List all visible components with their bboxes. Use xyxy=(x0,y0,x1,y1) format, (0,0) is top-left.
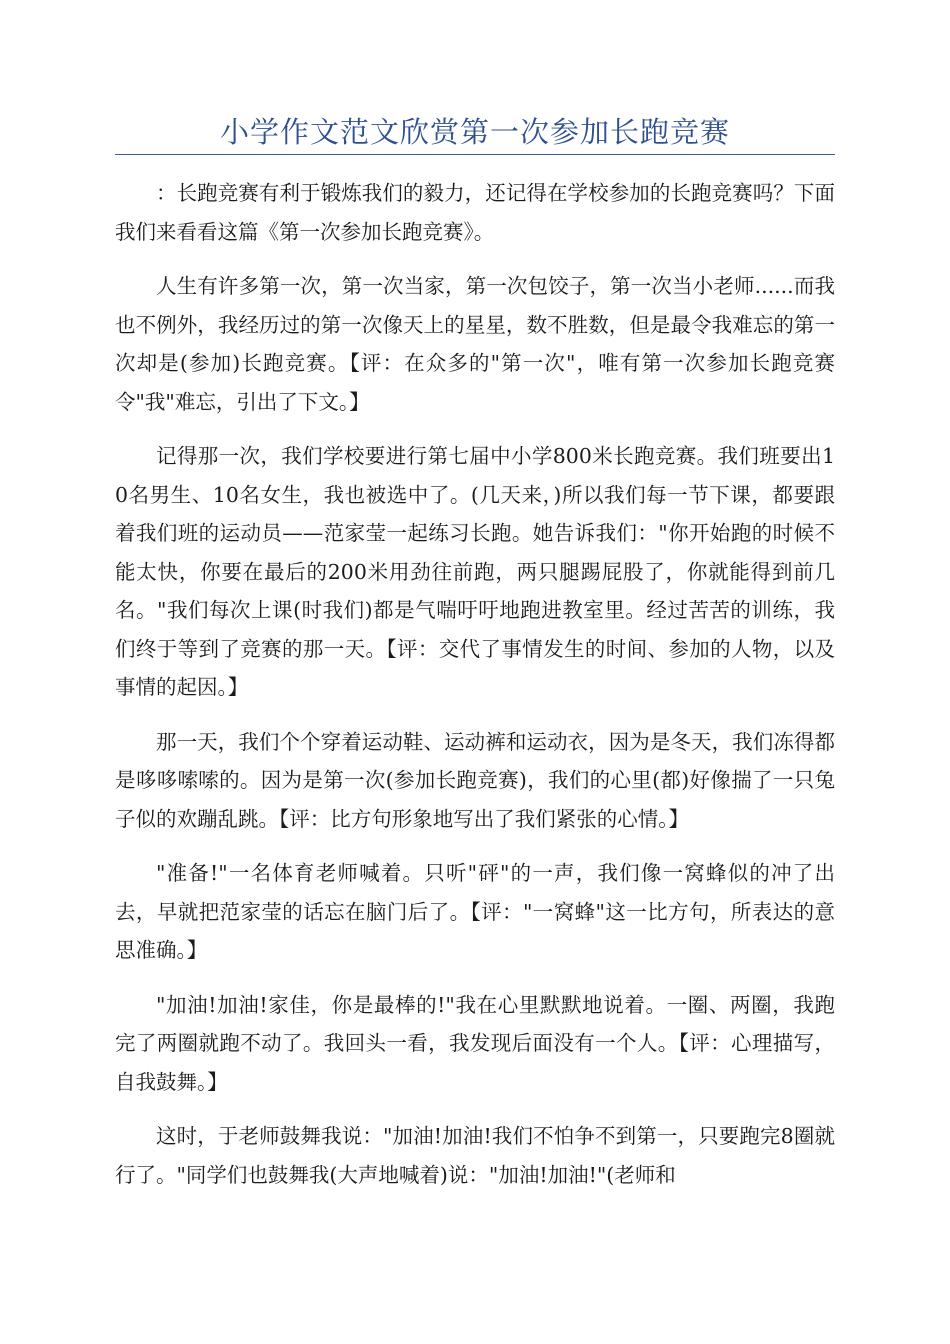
body-paragraph-4: "准备!"一名体育老师喊着。只听"砰"的一声，我们像一窝蜂似的冲了出去，早就把范家莹的话忘在脑门后了。【评："一窝蜂"这一比方句，所表达的意思准确。】 xyxy=(115,861,835,962)
body-paragraph-5: "加油!加油!家佳，你是最棒的!"我在心里默默地说着。一圈、两圈，我跑完了两圈就跑不动了。我回头一看，我发现后面没有一个人。【评：心理描写，自我鼓舞。】 xyxy=(115,992,835,1094)
body-paragraph-2: 记得那一次，我们学校要进行第七届中小学800米长跑竞赛。我们班要出10名男生、10名女生，我也被选中了。(几天来，)所以我们每一节下课，都要跟着我们班的运动员——范家莹一起练习长跑。她告诉我们："你开始跑的时候不能太快，你要在最后的200米用劲往前跑，两只腿踢屁股了，你就能得到前几名。"我们每次上课(时我们)都是气喘吁吁地跑进教室里。经过苦苦的训练，我们终于等到了竞赛的那一天。【评：交代了事情发生的时间、参加的人物，以及事情的起因。】 xyxy=(115,444,835,699)
document-title: 小学作文范文欣赏第一次参加长跑竞赛 xyxy=(219,115,730,149)
document-body xyxy=(115,174,835,1210)
title-underline xyxy=(115,154,835,155)
body-paragraph-6: 这时，于老师鼓舞我说："加油!加油!我们不怕争不到第一，只要跑完8圈就行了。"同学们也鼓舞我(大声地喊着)说："加油!加油!"(老师和 xyxy=(115,1124,835,1187)
body-paragraph-3: 那一天，我们个个穿着运动鞋、运动裤和运动衣，因为是冬天，我们冻得都是哆哆嗦嗦的。因为是第一次(参加长跑竞赛)，我们的心里(都)好像揣了一只兔子似的欢蹦乱跳。【评：比方句形象地写出了我们紧张的心情。】 xyxy=(115,729,835,831)
body-paragraph-1: 人生有许多第一次，第一次当家，第一次包饺子，第一次当小老师......而我也不例外，我经历过的第一次像天上的星星，数不胜数，但是最令我难忘的第一次却是(参加)长跑竞赛。【评：在众多的"第一次"，唯有第一次参加长跑竞赛令"我"难忘，引出了下文。】 xyxy=(115,274,835,414)
intro-paragraph: ：长跑竞赛有利于锻炼我们的毅力，还记得在学校参加的长跑竞赛吗？下面我们来看看这篇《第一次参加长跑竞赛》。 xyxy=(115,181,835,244)
